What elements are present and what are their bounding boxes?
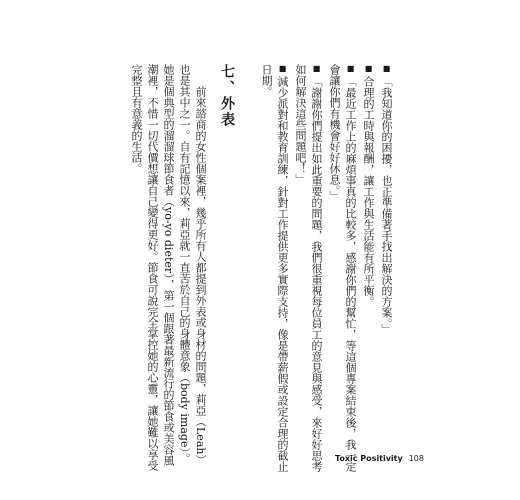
bullet-item	[292, 64, 324, 474]
bullet-item	[378, 64, 394, 474]
page-footer	[335, 454, 424, 463]
section-gap	[238, 64, 256, 474]
square-bullet-icon: ■	[312, 64, 321, 73]
bullet-text: 減少派對和教育訓練，針對工作提供更多實際支持，像是帶薪假或設定合理的截止日期。	[260, 64, 289, 472]
square-bullet-icon: ■	[346, 64, 355, 73]
square-bullet-icon: ■	[382, 64, 391, 73]
vertical-text-body	[130, 64, 394, 474]
bullet-text: 「最近工作上的麻煩事真的比較多，感謝你們的幫忙，等這個專案結束後，我一定會讓你們有機會好好休息。」	[328, 64, 357, 472]
bullet-text: 「謝謝你們提出如此重要的問題，我們很重視每位員工的意見與感受，來好好思考如何解決這些問題吧！」	[294, 64, 323, 472]
bullet-item	[326, 64, 358, 474]
square-bullet-icon: ■	[364, 64, 373, 73]
section-heading: 七、外表	[219, 64, 235, 128]
bullet-item	[360, 64, 376, 474]
bullet-item	[258, 64, 290, 474]
section-paragraph: 前來諮商的女性個案裡，幾乎所有人都提到外表或身材的問題，莉亞（Leah）也是其中之一。自有記憶以來，莉亞就一直苦於自己的身體意象（body image）。她是個典型的溜溜球節食者（yo-yo dieter），第一個跟著最新流行的節食或美容風潮裡，不惜一切代價想讓自己變得更好。節食可說完全掌控她的心靈，讓她難以享受完整且有意義的生活。	[130, 64, 207, 471]
running-title: Toxic Positivity	[334, 454, 403, 463]
bullet-text: 合理的工時與報酬，讓工作與生活能有所平衡。	[362, 76, 375, 307]
square-bullet-icon: ■	[278, 64, 287, 73]
bullet-text: 「我知道你的困擾，也正準備著手找出解決的方案。」	[380, 76, 393, 335]
page-number: 108	[408, 454, 424, 463]
